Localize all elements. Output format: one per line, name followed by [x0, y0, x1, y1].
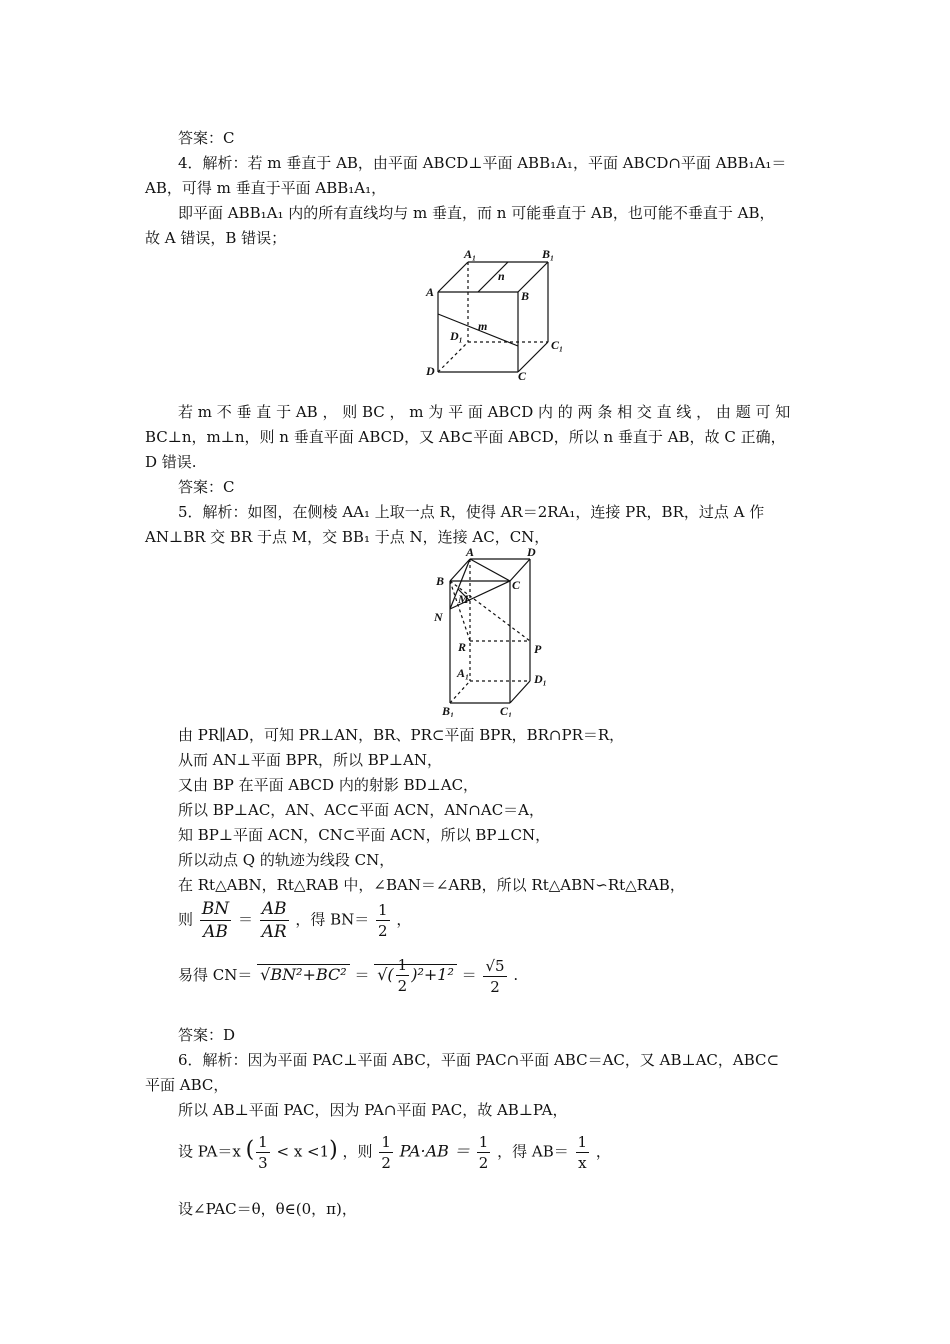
- fig1-label-A1: A₁: [464, 247, 477, 261]
- fig2-label-N: N: [434, 610, 443, 624]
- solution-4-line-3: 即平面 ABB₁A₁ 内的所有直线均与 m 垂直，而 n 可能垂直于 AB，也可能不垂直于 AB，: [178, 204, 775, 222]
- fig1-label-B: B: [521, 289, 530, 303]
- solution-5-line-8: 所以动点 Q 的轨迹为线段 CN，: [178, 851, 395, 869]
- fig1-label-D1: D₁: [450, 329, 463, 343]
- solution-6-line-2: 平面 ABC，: [145, 1076, 229, 1094]
- solution-5-line-2: AN⊥BR 交 BR 于点 M，交 BB₁ 于点 N，连接 AC，CN，: [145, 528, 550, 546]
- radical-bn-bc: √BN²+BC²: [257, 964, 350, 984]
- solution-5-line-9: 在 Rt△ABN，Rt△RAB 中，∠BAN＝∠ARB，所以 Rt△ABN∽Rt△RAB，: [178, 876, 685, 894]
- fig1-label-C1: C₁: [551, 338, 564, 352]
- fraction-one-third: $\frac{1}{3}$: [258, 1133, 268, 1172]
- solution-6-line-1: 6．解析：因为平面 PAC⊥平面 ABC，平面 PAC∩平面 ABC＝AC，又 AB⊥AC，ABC⊂: [178, 1051, 780, 1069]
- fig2-label-D: D: [527, 545, 536, 559]
- figure-cube: [420, 244, 570, 384]
- fig1-label-n: n: [498, 269, 505, 283]
- fig1-label-D: D: [426, 364, 435, 378]
- fig2-label-A1: A₁: [457, 666, 470, 680]
- answer-3: 答案：C: [178, 129, 235, 147]
- solution-5-line-6: 所以 BP⊥AC，AN、AC⊂平面 ACN，AN∩AC＝A，: [178, 801, 545, 819]
- fraction-one-half: $\frac{1}{2}$: [378, 901, 388, 940]
- solution-6-line-3: 所以 AB⊥平面 PAC，因为 PA∩平面 PAC，故 AB⊥PA，: [178, 1101, 568, 1119]
- fig2-label-M: M: [458, 592, 469, 606]
- solution-6-line-4: 设∠PAC＝θ，θ∈(0，π)，: [178, 1200, 357, 1218]
- fraction-half-a: $\frac{1}{2}$: [381, 1133, 391, 1172]
- answer-4: 答案：C: [178, 478, 235, 496]
- solution-4-line-4: 故 A 错误，B 错误；: [145, 229, 287, 247]
- fig2-label-D1: D₁: [534, 672, 547, 686]
- fig1-label-C: C: [518, 369, 527, 383]
- fig2-label-P: P: [534, 642, 542, 656]
- answer-5: 答案：D: [178, 1026, 236, 1044]
- solution-5-line-4: 从而 AN⊥平面 BPR，所以 BP⊥AN，: [178, 751, 442, 769]
- solution-4-line-1: 4．解析：若 m 垂直于 AB，由平面 ABCD⊥平面 ABB₁A₁，平面 ABCD∩平面 ABB₁A₁＝: [178, 154, 787, 172]
- fig2-label-B: B: [436, 574, 445, 588]
- fig2-label-C1: C₁: [500, 704, 513, 717]
- fraction-root5-2: $\frac{√5}{2}$: [485, 956, 505, 996]
- solution-5-line-3: 由 PR∥AD，可知 PR⊥AN，BR、PR⊂平面 BPR，BR∩PR＝R，: [178, 726, 625, 744]
- solution-5-line-1: 5．解析：如图，在侧棱 AA₁ 上取一点 R，使得 AR＝2RA₁，连接 PR，BR，过点 A 作: [178, 503, 765, 521]
- solution-5-line-5: 又由 BP 在平面 ABCD 内的射影 BD⊥AC，: [178, 776, 479, 794]
- fraction-one-over-x: $\frac{1}{x}$: [577, 1133, 588, 1172]
- fig1-label-A: A: [426, 285, 435, 299]
- equation-pa: 设 PA＝x ( $\frac{1}{3}$ < x <1) ，则 $\frac{1}{2}$ PA·AB ＝ $\frac{1}{2}$ ，得 AB＝ $\frac{1}{x}$ ，: [178, 1133, 611, 1172]
- fig2-label-R: R: [458, 640, 467, 654]
- fraction-half-b: $\frac{1}{2}$: [478, 1133, 489, 1172]
- fig2-label-B1: B₁: [442, 704, 455, 717]
- radical-half: √( $\frac{1}{2}$ )²+1²: [374, 964, 457, 984]
- solution-4-line-6: BC⊥n，m⊥n，则 n 垂直平面 ABCD，又 AB⊂平面 ABCD，所以 n 垂直于 AB，故 C 正确，: [145, 428, 786, 446]
- fig1-label-m: m: [478, 319, 488, 333]
- fig2-label-A: A: [466, 545, 475, 559]
- fig1-label-B1: B₁: [542, 247, 555, 261]
- fraction-bn-ab: $\frac{BN}{AB}$: [201, 899, 230, 942]
- solution-5-line-7: 知 BP⊥平面 ACN，CN⊂平面 ACN，所以 BP⊥CN，: [178, 826, 551, 844]
- solution-4-line-7: D 错误.: [145, 453, 197, 471]
- equation-ratio: 则 $\frac{BN}{AB}$ ＝ $\frac{AB}{AR}$ ，得 BN＝ $\frac{1}{2}$ ，: [178, 899, 412, 942]
- solution-4-line-2: AB，可得 m 垂直于平面 ABB₁A₁，: [145, 179, 387, 197]
- solution-4-line-5: 若 m 不 垂 直 于 AB ， 则 BC ， m 为 平 面 ABCD 内 的 两 条 相 交 直 线 ， 由 题 可 知: [178, 403, 791, 421]
- fraction-ab-ar: $\frac{AB}{AR}$: [261, 899, 287, 942]
- figure-prism: [430, 545, 560, 717]
- fig2-label-C: C: [512, 578, 521, 592]
- equation-cn: 易得 CN＝ √BN²+BC² ＝ √( $\frac{1}{2}$ )²+1² ＝ $\frac{√5}{2}$ .: [178, 956, 519, 996]
